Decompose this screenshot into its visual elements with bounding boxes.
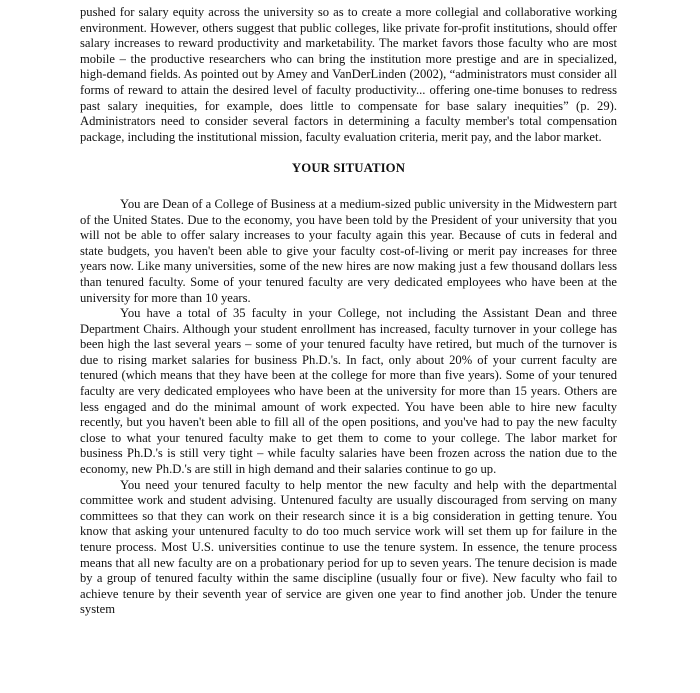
document-page xyxy=(80,5,617,618)
section-heading: YOUR SITUATION xyxy=(291,161,406,176)
intro-paragraph: pushed for salary equity across the university so as to create a more collegial and collaborative working environment. However, others suggest that public colleges, like private for-profit institutions, should offer salary increases to reward productivity and marketability. The market favors those faculty who are most mobile – the productive researchers who can bring the institution more prestige and are in specialized, high-demand fields. As pointed out by Amey and VanDerLinden (2002), “administrators must consider all forms of reward to attain the desired level of faculty productivity... offering one-time bonuses to redress past salary inequities, for example, does little to compensate for base salary inequities” (p. 29). Administrators need to consider several factors in determining a faculty member's total compensation package, including the institutional mission, faculty evaluation criteria, merit pay, and the labor market. xyxy=(80,5,617,144)
body-paragraph-2: You have a total of 35 faculty in your College, not including the Assistant Dean and three Department Chairs. Although your student enrollment has increased, faculty turnover in your college has been high the last several years – some of your tenured faculty have retired, but much of the turnover is due to rising market salaries for business Ph.D.'s. In fact, only about 20% of your current faculty are tenured (which means that they have been at the college for more than five years). Some of your tenured faculty are very dedicated employees who have been at the university for more than 15 years. Others are less engaged and do the minimal amount of work expected. You have been able to hire new faculty recently, but you haven't been able to fill all of the open positions, and you've had to pay the new faculty close to what your tenured faculty make to get them to come to your college. The labor market for business Ph.D.'s is still very tight – while faculty salaries have been frozen across the nation due to the economy, new Ph.D.'s are still in high demand and their salaries continue to go up. xyxy=(80,306,617,477)
body-paragraph-1: You are Dean of a College of Business at a medium-sized public university in the Midwestern part of the United States. Due to the economy, you have been told by the President of your university that you will not be able to offer salary increases to your faculty again this year. Because of cuts in federal and state budgets, you haven't been able to give your faculty cost-of-living or merit pay increases for three years now. Like many universities, some of the new hires are now making just a few thousand dollars less than tenured faculty. Some of your tenured faculty are very dedicated employees who have been at the university for more than 10 years. xyxy=(80,196,617,305)
body-paragraph-3: You need your tenured faculty to help mentor the new faculty and help with the departmental committee work and student advising. Untenured faculty are usually discouraged from serving on many committees so that they can work on their research since it is a big consideration in getting tenure. You know that asking your untenured faculty to do too much service work will set them up for failure in the tenure process. Most U.S. universities continue to use the tenure system. In essence, the tenure process means that all new faculty are on a probationary period for up to seven years. The tenure decision is made by a group of tenured faculty within the same discipline (usually four or five). New faculty who fail to achieve tenure by their seventh year of service are given one year to find another job. Under the tenure system xyxy=(80,477,617,617)
